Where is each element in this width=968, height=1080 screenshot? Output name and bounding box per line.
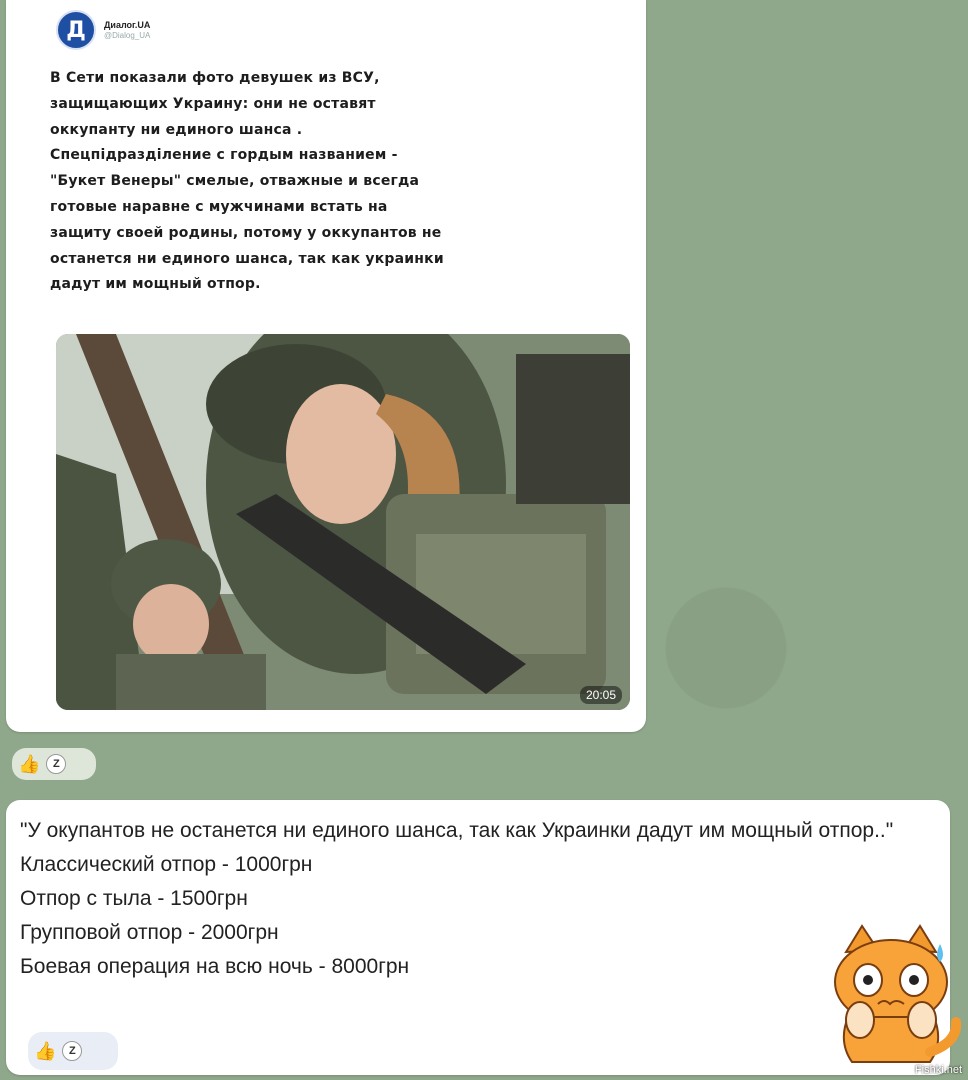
post-photo[interactable] [56,334,630,710]
watermark: Fishki.net [914,1064,962,1076]
thumbs-up-icon: 👍 [18,754,41,774]
price-line: Отпор с тыла - 1500грн [20,887,248,910]
reply-text [20,814,940,984]
source-handle: @Dialog_UA [104,31,151,40]
forwarded-post-message[interactable] [6,0,646,732]
price-line: Групповой отпор - 2000грн [20,921,279,944]
reaction-avatar-badge: Z [62,1041,82,1061]
reaction-avatar-badge: Z [46,754,66,774]
reply-message[interactable] [6,800,950,1075]
source-logo: Д [56,10,96,50]
reaction-chip[interactable] [28,1032,118,1070]
reaction-chip[interactable] [12,748,96,780]
price-line: Боевая операция на всю ночь - 8000грн [20,955,410,978]
post-line: защищающих Украину: они не оставят [50,95,376,112]
post-line: дадут им мощный отпор. [50,276,261,293]
post-source-header[interactable] [56,10,150,50]
source-name: Диалог.UA [104,20,151,30]
post-line: защиту своей родины, потому у оккупантов не [50,224,442,241]
sweating-cat-sticker[interactable] [818,922,964,1068]
post-line: Спецпідразділение с гордым названием - [50,147,398,164]
post-text [50,66,610,298]
photo-timestamp: 20:05 [580,686,622,704]
photo-illustration [56,334,630,710]
post-line: оккупанту ни единого шанса . [50,121,303,138]
thumbs-up-icon: 👍 [34,1041,57,1061]
post-line: "Букет Венеры" смелые, отважные и всегда [50,173,420,190]
price-line: Классический отпор - 1000грн [20,853,313,876]
post-line: готовые наравне с мужчинами встать на [50,198,388,215]
reply-quote: "У окупантов не останется ни единого шанса, так как Украинки дадут им мощный отпор.." [20,819,894,842]
post-line: останется ни единого шанса, так как украинки [50,250,444,267]
post-line: В Сети показали фото девушек из ВСУ, [50,70,380,86]
